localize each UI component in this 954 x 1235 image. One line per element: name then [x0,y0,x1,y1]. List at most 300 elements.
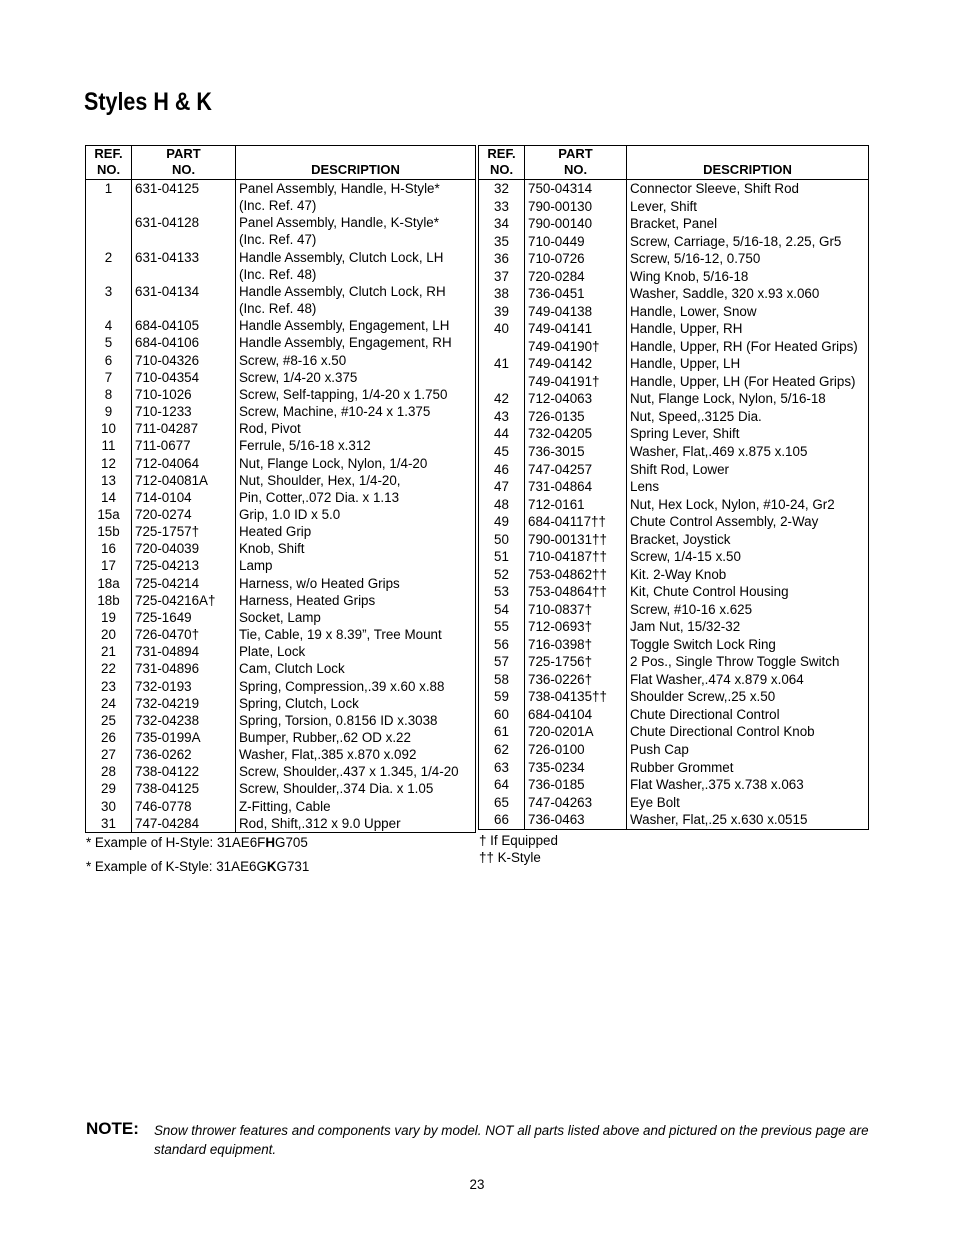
description-cell: Chute Directional Control [630,706,780,722]
description-cell: Toggle Switch Lock Ring [630,636,776,652]
description-cell: Nut, Shoulder, Hex, 1/4-20, [239,472,401,488]
table-row [86,678,476,695]
part-no-cell: 710-0449 [525,233,627,251]
description-cell: Rod, Pivot [239,421,301,437]
part-no-cell: 790-00140 [525,215,627,233]
table-row [86,815,476,832]
table-row [86,643,476,660]
description-cell: Screw, Shoulder,.437 x 1.345, 1/4-20 [239,764,459,780]
table-row [86,540,476,557]
ref-no-cell: 20 [86,626,132,643]
ref-no-cell: 64 [479,776,525,794]
part-no-cell: 753-04864†† [525,583,627,601]
description-cell: Lever, Shift [630,198,697,214]
ref-no-cell: 54 [479,601,525,619]
ref-no-cell: 36 [479,250,525,268]
part-no-cell: 711-0677 [132,437,236,454]
description-cell: Screw, Carriage, 5/16-18, 2.25, Gr5 [630,233,842,249]
filler-cell [479,829,525,830]
part-no-cell: 726-0470† [132,626,236,643]
table-row [86,369,476,386]
description-cell: Handle Assembly, Clutch Lock, LH [239,249,444,265]
part-no-cell: 738-04135†† [525,688,627,706]
ref-no-cell [86,266,132,283]
table-row [86,214,476,231]
description-cell: Flat Washer,.375 x.738 x.063 [630,777,804,793]
ref-no-cell: 28 [86,763,132,780]
part-no-cell [132,231,236,248]
part-no-cell: 736-0226† [525,671,627,689]
ref-no-cell: 7 [86,369,132,386]
table-row [86,780,476,797]
table-row [479,548,869,566]
table-row [479,583,869,601]
description-cell: Cam, Clutch Lock [239,661,345,677]
part-no-cell: 726-0100 [525,741,627,759]
ref-no-cell: 38 [479,285,525,303]
ref-no-cell: 58 [479,671,525,689]
table-row [86,506,476,523]
footnote-k-style: * Example of K-Style: 31AE6GKG731 [86,859,310,874]
part-no-header: PART NO. [525,146,627,180]
description-cell: Spring, Torsion, 0.8156 ID x.3038 [239,712,438,728]
ref-no-header: REF. NO. [86,146,132,180]
ref-no-cell: 15b [86,523,132,540]
ref-no-cell: 13 [86,472,132,489]
description-cell: Chute Directional Control Knob [630,724,815,740]
table-row [86,712,476,729]
ref-no-cell: 50 [479,531,525,549]
ref-no-cell: 40 [479,320,525,338]
description-cell: Screw, 1/4-20 x.375 [239,369,358,385]
ref-no-cell: 18b [86,592,132,609]
table-row [479,618,869,636]
description-cell: Kit, Chute Control Housing [630,584,789,600]
table-row [479,513,869,531]
description-cell: Socket, Lamp [239,609,321,625]
description-cell: Harness, w/o Heated Grips [239,575,400,591]
part-no-cell: 731-04896 [132,660,236,677]
table-row [479,355,869,373]
ref-no-cell: 47 [479,478,525,496]
part-no-cell: 725-1757† [132,523,236,540]
table-row [479,338,869,356]
part-no-cell: 712-04081A [132,472,236,489]
description-cell: Rubber Grommet [630,759,734,775]
part-no-cell: 747-04284 [132,815,236,832]
part-no-cell: 735-0234 [525,759,627,777]
ref-no-cell: 24 [86,695,132,712]
table-row [479,723,869,741]
table-row [86,437,476,454]
description-cell: Push Cap [630,742,689,758]
part-no-cell: 720-0284 [525,268,627,286]
part-no-cell: 731-04864 [525,478,627,496]
filler-cell [132,832,236,833]
table-header-row [86,146,476,180]
parts-table-left [85,145,476,833]
ref-no-cell: 59 [479,688,525,706]
part-no-cell: 732-04219 [132,695,236,712]
table-row [479,566,869,584]
ref-no-cell: 10 [86,420,132,437]
ref-no-cell: 48 [479,496,525,514]
description-cell: Screw, #8-16 x.50 [239,352,347,368]
ref-no-cell: 42 [479,390,525,408]
part-no-cell: 749-04138 [525,303,627,321]
description-cell: (Inc. Ref. 48) [239,266,317,282]
part-no-cell: 725-04214 [132,575,236,592]
description-cell: Handle, Upper, LH [630,356,741,372]
part-no-cell: 712-04064 [132,455,236,472]
part-no-cell: 753-04862†† [525,566,627,584]
ref-no-cell: 39 [479,303,525,321]
description-cell: Pin, Cotter,.072 Dia. x 1.13 [239,489,400,505]
part-no-cell: 712-04063 [525,390,627,408]
ref-no-cell: 4 [86,317,132,334]
description-cell: Handle Assembly, Engagement, RH [239,335,452,351]
part-no-cell: 736-3015 [525,443,627,461]
part-no-cell: 716-0398† [525,636,627,654]
table-row [86,300,476,317]
ref-no-cell: 33 [479,198,525,216]
description-cell: Plate, Lock [239,644,306,660]
description-cell: Nut, Flange Lock, Nylon, 5/16-18 [630,391,826,407]
description-cell: (Inc. Ref. 47) [239,198,317,214]
table-row [479,425,869,443]
part-no-cell: 711-04287 [132,420,236,437]
description-cell: Kit. 2-Way Knob [630,566,727,582]
part-no-cell: 725-04216A† [132,592,236,609]
description-cell: Panel Assembly, Handle, H-Style* [239,181,440,196]
part-no-cell: 710-04326 [132,352,236,369]
description-cell: Washer, Flat,.25 x.630 x.0515 [630,812,808,828]
part-no-cell: 684-04106 [132,334,236,351]
part-no-cell: 749-04142 [525,355,627,373]
description-cell: Jam Nut, 15/32-32 [630,619,741,635]
part-no-cell: 725-1649 [132,609,236,626]
description-header: DESCRIPTION [627,146,869,180]
part-no-cell: 736-0451 [525,285,627,303]
ref-no-cell: 9 [86,403,132,420]
table-row [86,249,476,266]
ref-no-cell: 35 [479,233,525,251]
ref-no-cell [86,300,132,317]
ref-no-cell [86,231,132,248]
legend-k-style: †† K-Style [479,850,541,865]
ref-no-cell: 49 [479,513,525,531]
ref-no-cell: 1 [86,180,132,198]
part-no-cell: 790-00130 [525,198,627,216]
table-row [479,285,869,303]
table-row [479,794,869,812]
note-text: Snow thrower features and components vary by model. NOT all parts listed above and pictured on the previous page are standard equipment. [154,1123,869,1157]
table-row [479,531,869,549]
part-no-cell: 720-0201A [525,723,627,741]
description-cell: Shift Rod, Lower [630,461,729,477]
part-no-cell [132,197,236,214]
table-row [86,386,476,403]
table-row [86,609,476,626]
table-row [479,250,869,268]
description-cell: Bumper, Rubber,.62 OD x.22 [239,730,411,745]
table-row [479,706,869,724]
description-cell: Screw, Machine, #10-24 x 1.375 [239,404,431,420]
ref-no-cell: 26 [86,729,132,746]
ref-no-cell: 61 [479,723,525,741]
table-row [479,671,869,689]
description-cell: Grip, 1.0 ID x 5.0 [239,506,341,522]
description-cell: Harness, Heated Grips [239,592,376,608]
part-no-cell: 732-04238 [132,712,236,729]
table-row [86,763,476,780]
description-cell: Bracket, Joystick [630,531,731,547]
description-cell: Screw, 5/16-12, 0.750 [630,251,761,267]
ref-no-cell: 18a [86,575,132,592]
description-cell: Rod, Shift,.312 x 9.0 Upper [239,815,401,831]
table-row [479,601,869,619]
part-no-cell: 710-0837† [525,601,627,619]
table-row [86,317,476,334]
part-no-cell: 710-1026 [132,386,236,403]
table-row [479,215,869,233]
ref-no-cell: 6 [86,352,132,369]
part-no-cell: 714-0104 [132,489,236,506]
table-row [479,776,869,794]
description-cell: Washer, Saddle, 320 x.93 x.060 [630,286,820,302]
part-no-cell: 749-04191† [525,373,627,391]
filler-cell [627,829,869,830]
footnote-h-style: * Example of H-Style: 31AE6FHG705 [86,835,308,850]
part-no-cell: 736-0185 [525,776,627,794]
description-cell: Connector Sleeve, Shift Rod [630,181,799,196]
page-number: 23 [469,1177,485,1192]
table-row [86,352,476,369]
table-row [479,303,869,321]
table-row [86,489,476,506]
description-cell: Handle, Upper, RH [630,321,743,337]
part-no-cell [132,300,236,317]
part-no-cell: 738-04122 [132,763,236,780]
part-no-cell: 790-00131†† [525,531,627,549]
description-cell: Spring Lever, Shift [630,426,740,442]
ref-no-cell: 11 [86,437,132,454]
table-row [479,320,869,338]
table-row [86,798,476,815]
ref-no-cell: 60 [479,706,525,724]
description-cell: Handle, Upper, LH (For Heated Grips) [630,373,856,389]
table-row [86,455,476,472]
description-cell: Washer, Flat,.385 x.870 x.092 [239,747,417,763]
description-cell: Nut, Speed,.3125 Dia. [630,408,762,424]
table-row [86,523,476,540]
table-row [86,197,476,214]
table-row [86,472,476,489]
part-no-cell: 735-0199A [132,729,236,746]
ref-no-cell: 32 [479,180,525,198]
description-cell: Shoulder Screw,.25 x.50 [630,689,776,705]
ref-no-cell: 62 [479,741,525,759]
part-no-cell: 749-04141 [525,320,627,338]
ref-no-cell: 27 [86,746,132,763]
table-filler-row [479,829,869,830]
table-row [86,334,476,351]
description-cell: (Inc. Ref. 47) [239,232,317,248]
ref-no-cell: 34 [479,215,525,233]
ref-no-cell: 51 [479,548,525,566]
ref-no-cell: 23 [86,678,132,695]
ref-no-cell: 21 [86,643,132,660]
description-cell: Z-Fitting, Cable [239,798,331,814]
ref-no-cell: 41 [479,355,525,373]
table-row [86,180,476,198]
table-row [86,695,476,712]
ref-no-cell: 25 [86,712,132,729]
description-cell: Ferrule, 5/16-18 x.312 [239,438,371,454]
filler-cell [236,832,476,833]
part-no-cell: 684-04105 [132,317,236,334]
description-cell: Eye Bolt [630,794,680,810]
description-cell: (Inc. Ref. 48) [239,301,317,317]
description-cell: Lamp [239,558,273,574]
ref-no-cell: 56 [479,636,525,654]
description-cell: Knob, Shift [239,541,305,557]
part-no-cell: 738-04125 [132,780,236,797]
description-cell: Nut, Flange Lock, Nylon, 1/4-20 [239,455,428,471]
part-no-header: PART NO. [132,146,236,180]
part-no-cell: 749-04190† [525,338,627,356]
part-no-cell: 712-0161 [525,496,627,514]
page-title: Styles H & K [84,88,212,116]
table-row [86,575,476,592]
description-cell: Lens [630,479,660,495]
description-cell: Heated Grip [239,524,312,540]
ref-no-cell: 29 [86,780,132,797]
ref-no-cell [479,338,525,356]
legend-if-equipped: † If Equipped [479,833,558,848]
filler-cell [525,829,627,830]
table-row [479,268,869,286]
table-row [479,688,869,706]
ref-no-cell: 22 [86,660,132,677]
table-row [479,373,869,391]
table-row [86,746,476,763]
table-row [479,198,869,216]
table-row [479,496,869,514]
part-no-cell: 712-0693† [525,618,627,636]
table-row [479,443,869,461]
table-row [479,741,869,759]
ref-no-cell: 46 [479,461,525,479]
table-row [479,390,869,408]
description-cell: Screw, 1/4-15 x.50 [630,549,741,565]
description-cell: Screw, Shoulder,.374 Dia. x 1.05 [239,781,434,797]
table-row [479,759,869,777]
table-row [86,626,476,643]
ref-no-cell: 53 [479,583,525,601]
table-row [479,478,869,496]
ref-no-cell: 30 [86,798,132,815]
table-row [86,266,476,283]
ref-no-cell: 43 [479,408,525,426]
ref-no-cell: 31 [86,815,132,832]
ref-no-cell: 16 [86,540,132,557]
ref-no-cell [86,197,132,214]
description-cell: Handle Assembly, Engagement, LH [239,318,450,334]
ref-no-cell [479,373,525,391]
description-cell: Handle, Upper, RH (For Heated Grips) [630,338,858,354]
ref-no-cell: 45 [479,443,525,461]
description-cell: Chute Control Assembly, 2-Way [630,514,819,530]
table-row [86,660,476,677]
ref-no-cell: 66 [479,811,525,829]
ref-no-cell: 65 [479,794,525,812]
parts-table-right [478,145,869,830]
description-cell: Nut, Hex Lock, Nylon, #10-24, Gr2 [630,496,835,512]
part-no-cell: 746-0778 [132,798,236,815]
part-no-cell: 750-04314 [525,180,627,198]
description-cell: Spring, Compression,.39 x.60 x.88 [239,678,445,694]
part-no-cell: 684-04117†† [525,513,627,531]
table-filler-row [86,832,476,833]
part-no-cell: 631-04125 [132,180,236,198]
ref-no-cell: 44 [479,425,525,443]
description-header: DESCRIPTION [236,146,476,180]
part-no-cell: 720-0274 [132,506,236,523]
description-cell: Handle Assembly, Clutch Lock, RH [239,283,446,299]
part-no-cell: 684-04104 [525,706,627,724]
description-cell: 2 Pos., Single Throw Toggle Switch [630,654,840,670]
ref-no-cell: 17 [86,557,132,574]
table-row [479,408,869,426]
part-no-cell: 732-0193 [132,678,236,695]
table-row [86,403,476,420]
part-no-cell: 710-0726 [525,250,627,268]
table-row [479,653,869,671]
filler-cell [86,832,132,833]
table-row [86,231,476,248]
description-cell: Tie, Cable, 19 x 8.39”, Tree Mount [239,627,442,643]
ref-no-cell: 3 [86,283,132,300]
description-cell: Panel Assembly, Handle, K-Style* [239,215,439,231]
part-no-cell: 631-04134 [132,283,236,300]
part-no-cell: 725-04213 [132,557,236,574]
note-label: NOTE: [86,1119,139,1138]
part-no-cell: 710-04354 [132,369,236,386]
part-no-cell: 631-04133 [132,249,236,266]
table-row [479,461,869,479]
description-cell: Screw, Self-tapping, 1/4-20 x 1.750 [239,386,448,402]
ref-no-cell: 2 [86,249,132,266]
table-row [86,557,476,574]
part-no-cell: 747-04257 [525,461,627,479]
table-header-row [479,146,869,180]
ref-no-cell: 8 [86,386,132,403]
description-cell: Handle, Lower, Snow [630,303,757,319]
description-cell: Wing Knob, 5/16-18 [630,268,749,284]
part-no-cell: 725-1756† [525,653,627,671]
part-no-cell: 731-04894 [132,643,236,660]
ref-no-cell: 19 [86,609,132,626]
table-row [86,592,476,609]
description-cell: Washer, Flat,.469 x.875 x.105 [630,443,808,459]
part-no-cell: 710-1233 [132,403,236,420]
ref-no-cell: 12 [86,455,132,472]
table-row [479,811,869,829]
table-row [86,729,476,746]
part-no-cell: 736-0262 [132,746,236,763]
ref-no-cell: 55 [479,618,525,636]
